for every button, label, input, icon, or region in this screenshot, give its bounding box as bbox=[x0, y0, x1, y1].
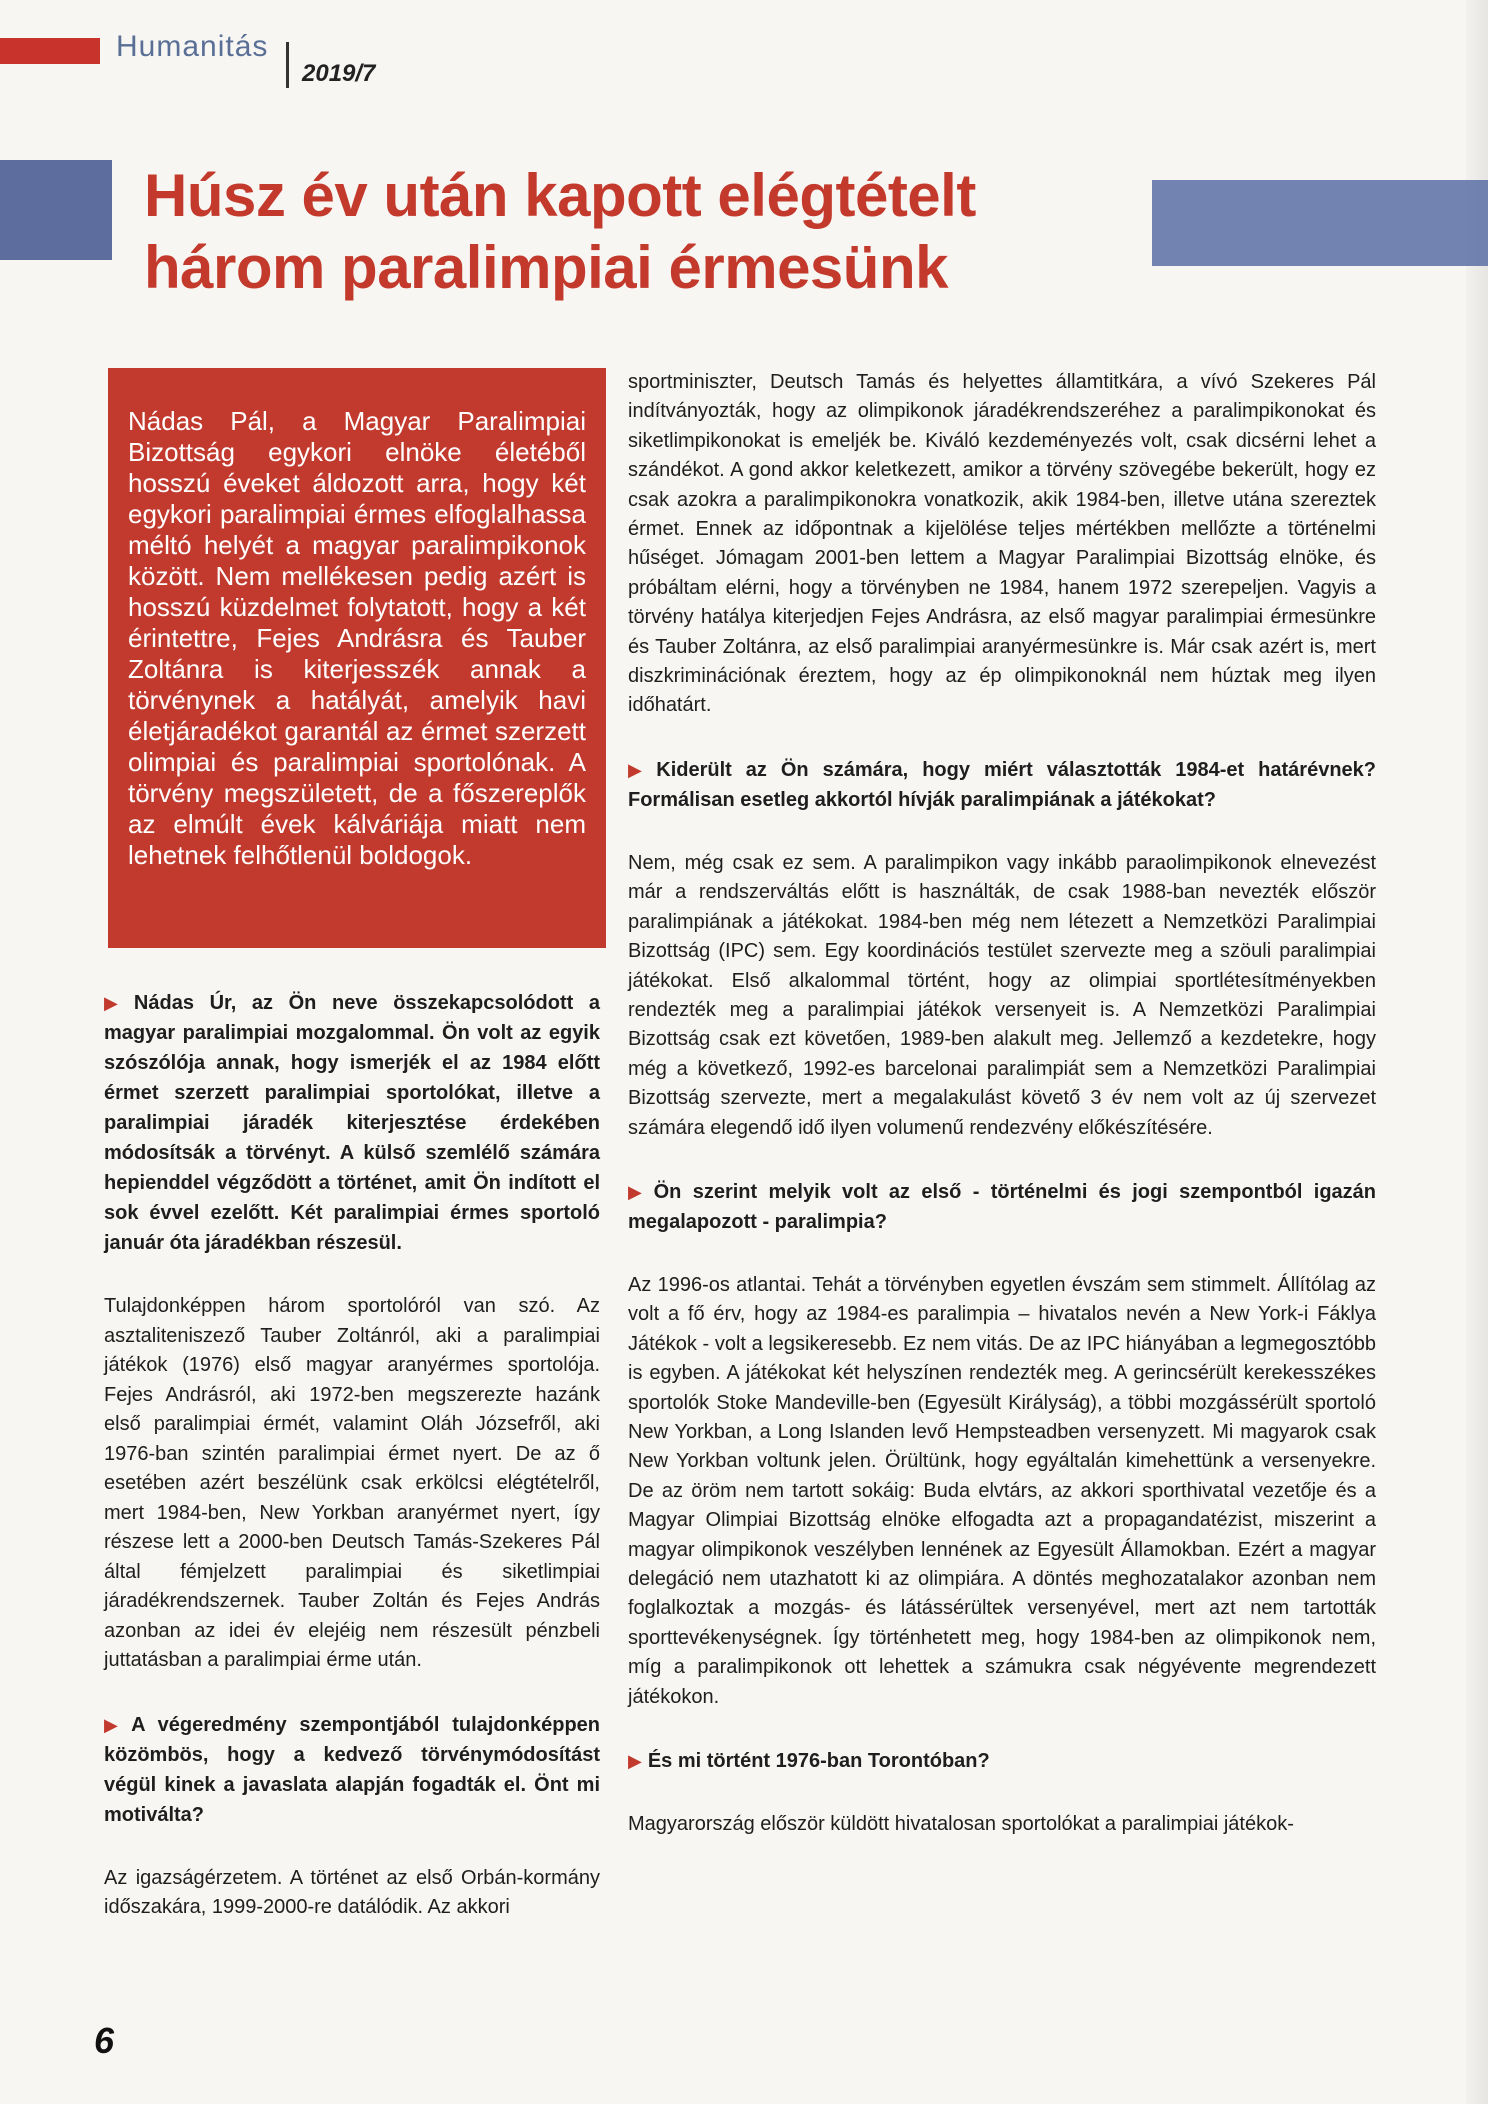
decor-blue-block-right bbox=[1152, 180, 1488, 266]
question-5 bbox=[628, 1746, 1376, 1776]
question-2 bbox=[104, 1710, 600, 1830]
triangle-right-icon: ▶ bbox=[104, 993, 128, 1013]
right-column bbox=[628, 368, 1376, 1839]
lead-text: Nádas Pál, a Magyar Paralimpiai Bizottság egykori elnöke életéből hosszú éveket áldozott arra, hogy két egykori paralimpiai érmes elfoglalhassa méltó helyét a magyar paralimpikonok között. Nem mellékesen pedig azért is hosszú küzdelmet folytatott, hogy a két érintettre, Fejes Andrásra és Tauber Zoltánra is kiterjesszék annak a törvénynek a hatályát, amelyik havi életjáradékot garantál az érmet szerzett olimpiai és paralimpiai sportolónak. A törvény megszületett, de a főszereplők az elmúlt évek kálváriája miatt nem lehetnek felhőtlenül boldogok. bbox=[128, 406, 586, 870]
triangle-right-icon: ▶ bbox=[628, 1181, 648, 1202]
issue-number: 2019/7 bbox=[302, 60, 376, 87]
header-red-bar bbox=[0, 38, 100, 64]
article-title: Húsz év után kapott elégtételt három paralimpiai érmesünk bbox=[144, 162, 976, 301]
page-number: 6 bbox=[94, 2020, 115, 2061]
question-3-text: Kiderült az Ön számára, hogy miért választották 1984-et határévnek? Formálisan esetleg akkortól hívják paralimpiának a játékokat? bbox=[628, 758, 1377, 811]
left-column bbox=[104, 988, 600, 1923]
answer-1: Tulajdonképpen három sportolóról van szó. Az asztaliteniszező Tauber Zoltánról, aki a paralimpiai játékok (1976) első magyar aranyérmes sportolója. Fejes Andrásról, aki 1972-ben megszerezte hazánk első paralimpiai érmét, valamint Oláh Józsefről, aki 1976-ban szintén paralimpiai érmet nyert. De az ő esetében azért beszélünk csak erkölcsi elégtételről, mert 1984-ben, New Yorkban aranyérmet nyert, így részese lett a 2000-ben Deutsch Tamás-Szekeres Pál által fémjelzett paralimpiai és siketlimpiai járadékrendszernek. Tauber Zoltán és Fejes András azonban az idei év elejéig nem részesült pénzbeli juttatásban a paralimpiai érme után. bbox=[104, 1295, 600, 1671]
question-2-text: A végeredmény szempontjából tulajdonképpen közömbös, hogy a kedvező törvénymódosítást végül kinek a javaslata alapján fogadták el. Önt mi motiválta? bbox=[104, 1713, 601, 1826]
question-4 bbox=[628, 1177, 1376, 1237]
triangle-right-icon: ▶ bbox=[104, 1714, 126, 1735]
question-5-text: És mi történt 1976-ban Torontóban? bbox=[647, 1750, 990, 1773]
decor-blue-block-left bbox=[0, 160, 112, 260]
lead-box bbox=[108, 368, 606, 948]
question-1 bbox=[104, 988, 600, 1258]
question-4-text: Ön szerint melyik volt az első - történelmi és jogi szempontból igazán megalapozott - paralimpia? bbox=[628, 1180, 1376, 1233]
page-edge-shadow bbox=[1466, 0, 1488, 2104]
question-3 bbox=[628, 755, 1376, 815]
answer-2-start: Az igazságérzetem. A történet az első Orbán-kormány időszakára, 1999-2000-re datálódik. Az akkori bbox=[104, 1866, 600, 1918]
answer-2-continued: sportminiszter, Deutsch Tamás és helyettes államtitkára, a vívó Szekeres Pál indítványozták, hogy az olimpikonok járadékrendszeréhez a paralimpikonokat és siketlimpikonokat is emeljék be. Kiváló kezdeményezés volt, csak dicsérni lehet a szándékot. A gond akkor keletkezett, amikor a törvény szövegébe bekerült, hogy ez csak azokra a paralimpikonokra vonatkozik, akik 1984-ben, illetve utána szereztek érmet. Ennek az időpontnak a kijelölése teljes mértékben mellőzte a történelmi hűséget. Jómagam 2001-ben lettem a Magyar Paralimpiai Bizottság elnöke, és próbáltam elérni, hogy a törvényben ne 1984, hanem 1972 szerepeljen. Vagyis a törvény hatálya kiterjedjen Fejes Andrásra, az első magyar paralimpiai érmesünkre és Tauber Zoltánra, az első paralimpiai aranyérmesünkre is. Már csak azért is, mert diszkriminációnak éreztem, hogy az ép olimpikonoknál nem húztak meg ilyen időhatárt. bbox=[628, 371, 1376, 717]
answer-4: Az 1996-os atlantai. Tehát a törvényben egyetlen évszám sem stimmelt. Állítólag az volt a fő érv, hogy az 1984-es paralimpia – hivatalos nevén a New York-i Fáklya Játékok - volt a legsikeresebb. Ez nem vitás. De az IPC hiányában a legmegosztóbb is egyben. A játékokat két helyszínen rendezték meg. A gerincsérült kerekesszékes sportolók Stoke Mandeville-ben (Egyesült Királyság), a többi mozgássérült sportoló New Yorkban, a Long Islanden levő Hempsteadben versenyzett. Mi magyarok csak New Yorkban voltunk jelen. Örültünk, hogy egyáltalán kimehettünk a versenyekre. De az öröm nem tartott sokáig: Buda elvtárs, az akkori sporthivatal vezetője és a Magyar Olimpiai Bizottság elnöke elfogadta azt a propagandatézist, miszerint a magyar olimpikonok veszélyben lennének az Egyesült Államokban. Ezért a magyar delegáció nem utazhatott ki az olimpiára. A döntés meghozatalakor azonban nem foglalkoztak a mozgás- és látássérültek versenyével, mert azt nem tartották sporttevékenységnek. Így történhetett meg, hogy 1984-ben az olimpikonok nem, míg a paralimpikonok ott lehettek a számukra csak négyévente megrendezett játékokon. bbox=[628, 1273, 1376, 1708]
triangle-right-icon: ▶ bbox=[628, 1751, 642, 1772]
section-title: Humanitás bbox=[116, 30, 269, 63]
answer-3: Nem, még csak ez sem. A paralimpikon vagy inkább paraolimpikonok elnevezést már a rendszerváltás előtt is használták, de csak 1988-ban nevezték először paralimpiának a játékokat. 1984-ben még nem létezett a Nemzetközi Paralimpiai Bizottság (IPC) sem. Egy koordinációs testület szervezte meg a szöuli paralimpiai játékokat. Első alkalommal történt, hogy az olimpiai sportlétesítményekben rendezték meg a paralimpiai játékok versenyeit is. A Nemzetközi Paralimpiai Bizottság csak ezt követően, 1989-ben alakult meg. Jellemző a kezdetekre, hogy még a következő, 1992-es barcelonai paralimpiát sem a Nemzetközi Paralimpiai Bizottság szervezte, mert a megalakulást követő 3 év nem volt az új szervezet számára elegendő idő ilyen volumenű rendezvény előkészítésére. bbox=[628, 851, 1376, 1139]
question-1-text: Nádas Úr, az Ön neve összekapcsolódott a magyar paralimpiai mozgalommal. Ön volt az egyik szószólója annak, hogy ismerjék el az 1984 előtt érmet szerzett paralimpiai sportolókat, illetve a paralimpiai járadék kiterjesztése érdekében módosítsák a törvényt. A külső szemlélő számára hepienddel végződött a történet, amit Ön indított el sok évvel ezelőtt. Két paralimpiai érmes sportoló január óta járadékban részesül. bbox=[104, 992, 601, 1254]
answer-5-start: Magyarország először küldött hivatalosan sportolókat a paralimpiai játékok- bbox=[628, 1813, 1294, 1836]
triangle-right-icon: ▶ bbox=[628, 759, 651, 780]
header-divider bbox=[286, 42, 289, 88]
